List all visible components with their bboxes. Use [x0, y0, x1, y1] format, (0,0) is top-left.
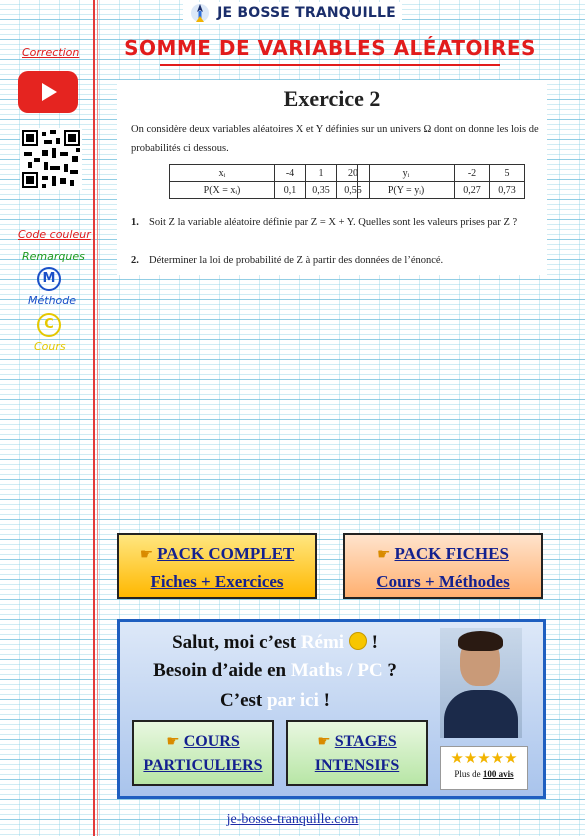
reviews-count	[441, 769, 527, 779]
pack-fiches-button[interactable]	[343, 533, 543, 599]
brand-header[interactable]	[0, 2, 585, 29]
promo-question	[120, 660, 430, 682]
exercise-card	[117, 80, 547, 275]
table-row	[170, 182, 370, 199]
table-y-distribution	[357, 164, 525, 199]
table-cell: 0,35	[306, 182, 337, 199]
qr-code-icon[interactable]	[20, 128, 82, 190]
cours-c-icon: C	[37, 313, 61, 337]
pointing-hand-icon: ☛	[166, 732, 180, 750]
question-text: Soit Z la variable aléatoire définie par Z = X + Y. Quelles sont les valeurs prises par Z ?	[149, 217, 518, 228]
question-1	[131, 214, 541, 232]
button-label: PARTICULIERS	[143, 757, 263, 774]
pack-fiches-subtitle: Cours + Méthodes	[376, 572, 510, 591]
table-x-distribution	[169, 164, 370, 199]
table-cell: 20	[337, 165, 370, 182]
table-cell: P(Y = yᵢ)	[358, 182, 455, 199]
pack-complet-button[interactable]	[117, 533, 317, 599]
table-cell: 0,73	[490, 182, 525, 199]
question-number: 1.	[131, 217, 139, 228]
promo-panel	[117, 619, 546, 799]
promo-greeting	[120, 630, 430, 654]
promo-text: !	[318, 690, 330, 711]
pack-fiches-title: PACK FICHES	[394, 544, 509, 563]
cours-particuliers-button[interactable]	[132, 720, 274, 786]
photo-body	[444, 690, 518, 738]
pointing-hand-icon: ☛	[139, 545, 154, 563]
page-title: SOMME DE VARIABLES ALÉATOIRES	[124, 36, 536, 60]
pointing-hand-icon: ☛	[377, 545, 391, 563]
question-2	[131, 252, 541, 270]
exercise-intro: On considère deux variables aléatoires X et Y définies sur un univers Ω dont on donne les lois de probabilités ci dessous.	[131, 124, 539, 154]
margin-line-secondary	[97, 0, 98, 836]
pack-complet-subtitle: Fiches + Exercices	[150, 572, 284, 591]
question-number: 2.	[131, 255, 139, 266]
remarques-label: Remarques	[22, 250, 85, 263]
footer-link[interactable]: je-bosse-tranquille.com	[226, 812, 359, 827]
stages-intensifs-button[interactable]	[286, 720, 428, 786]
promo-text: C’est	[220, 690, 267, 711]
rating-box[interactable]	[440, 746, 528, 790]
table-cell: 0,27	[455, 182, 490, 199]
promo-subject: Maths / PC	[290, 660, 383, 681]
promo-link[interactable]: par ici	[266, 690, 319, 711]
promo-text: Salut, moi c’est	[172, 632, 301, 653]
reviews-link: 100 avis	[482, 769, 514, 779]
table-cell: -4	[275, 165, 306, 182]
methode-m-icon: M	[37, 267, 61, 291]
promo-text: !	[366, 632, 378, 653]
button-label: STAGES	[334, 733, 397, 750]
promo-name: Rémi	[300, 632, 345, 653]
brand-name: JE BOSSE TRANQUILLE	[217, 5, 396, 21]
brand-logo-icon	[189, 2, 211, 24]
button-label: COURS	[183, 733, 240, 750]
margin-line	[93, 0, 95, 836]
table-cell: 0,1	[275, 182, 306, 199]
code-couleur-label: Code couleur	[18, 228, 91, 241]
exercise-title: Exercice 2	[283, 86, 381, 111]
button-label: INTENSIFS	[314, 757, 400, 774]
table-cell: xᵢ	[170, 165, 275, 182]
table-cell: 5	[490, 165, 525, 182]
table-cell: 0,55	[337, 182, 370, 199]
smiley-icon	[349, 632, 367, 650]
photo-hair	[458, 631, 503, 651]
title-underline	[160, 64, 500, 66]
pack-complet-title: PACK COMPLET	[157, 544, 295, 563]
table-cell: 1	[306, 165, 337, 182]
table-row	[358, 165, 525, 182]
promo-cta	[120, 690, 430, 712]
methode-label: Méthode	[28, 294, 77, 307]
question-text: Déterminer la loi de probabilité de Z à partir des données de l’énoncé.	[149, 255, 444, 266]
cours-label: Cours	[34, 340, 66, 353]
youtube-play-icon[interactable]	[18, 71, 78, 113]
table-cell: P(X = xᵢ)	[170, 182, 275, 199]
table-row	[358, 182, 525, 199]
table-row	[170, 165, 370, 182]
table-cell: yᵢ	[358, 165, 455, 182]
promo-text: ?	[382, 660, 397, 681]
reviews-prefix: Plus de	[454, 769, 483, 779]
play-triangle-icon	[42, 83, 57, 101]
table-cell: -2	[455, 165, 490, 182]
pointing-hand-icon: ☛	[317, 732, 331, 750]
tutor-photo	[440, 628, 522, 738]
promo-text: Besoin d’aide en	[153, 660, 291, 681]
star-rating-icon: ★★★★★	[450, 749, 518, 767]
correction-label: Correction	[22, 46, 80, 59]
